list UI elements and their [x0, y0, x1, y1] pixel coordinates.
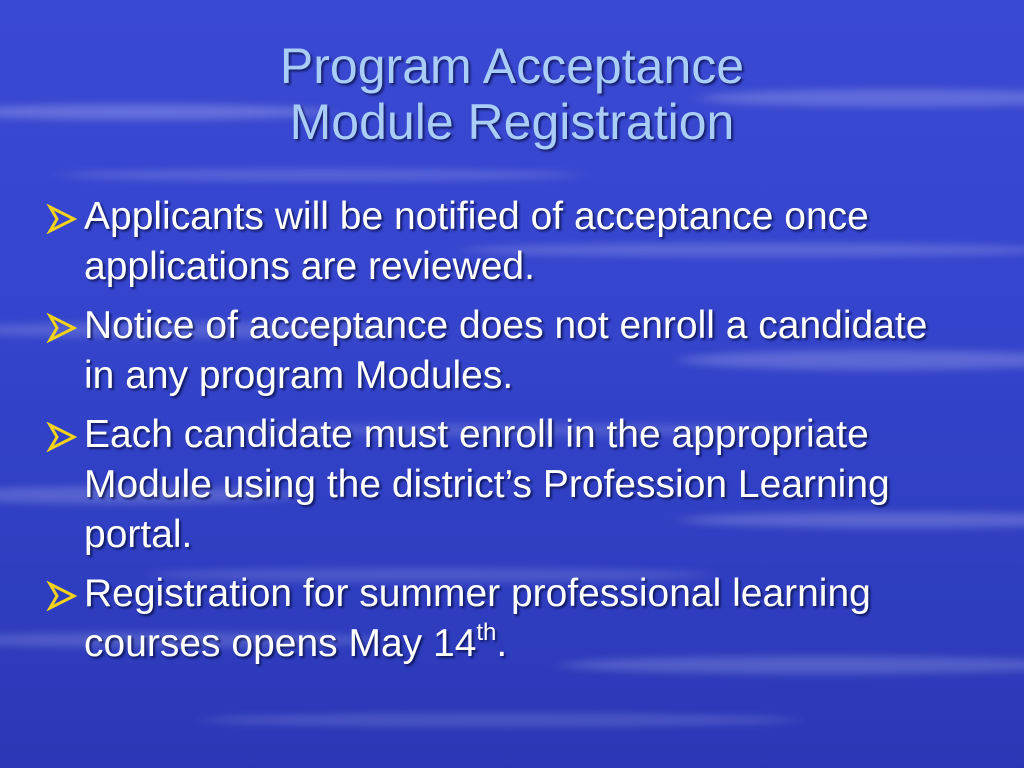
- bullet-text-4: Registration for summer professional learning courses opens May 14: [84, 572, 871, 665]
- title-line-1: Program Acceptance: [279, 38, 745, 94]
- arrow-bullet-icon: [46, 581, 78, 611]
- bullet-item-1: [46, 192, 946, 292]
- arrow-bullet-icon: [46, 422, 78, 452]
- slide-title: [0, 38, 1024, 150]
- bullet-item-3: [46, 410, 946, 560]
- superscript-th: th: [476, 619, 497, 646]
- title-line-2: Module Registration: [289, 94, 735, 150]
- bullet-item-2: [46, 301, 946, 401]
- arrow-bullet-icon: [46, 313, 78, 343]
- bullet-text-1: Applicants will be notified of acceptance once applications are reviewed.: [84, 195, 869, 288]
- bullet-list: [46, 192, 946, 678]
- bullet-text-3: Each candidate must enroll in the appropriate Module using the district’s Profession Learning portal.: [84, 413, 890, 556]
- arrow-bullet-icon: [46, 204, 78, 234]
- bullet-text-2: Notice of acceptance does not enroll a candidate in any program Modules.: [84, 304, 928, 397]
- bullet-text-4-trailing: .: [496, 622, 508, 665]
- bullet-item-4: [46, 569, 946, 669]
